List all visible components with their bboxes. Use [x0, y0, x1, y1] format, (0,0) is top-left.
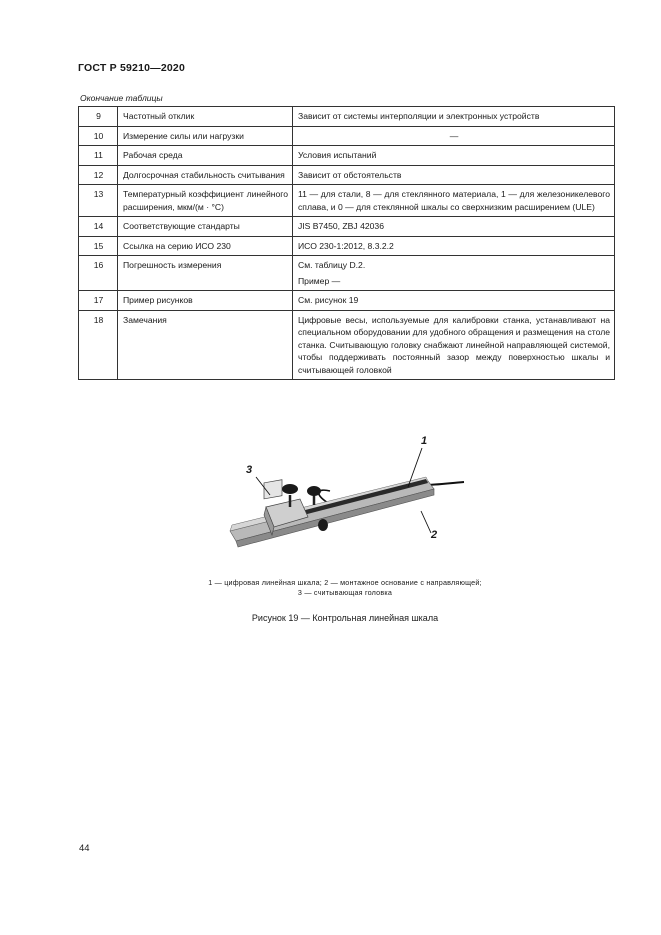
knob-left [282, 484, 298, 494]
table-row [79, 185, 615, 217]
table-row [79, 107, 615, 127]
table-row [79, 165, 615, 185]
row-name: Измерение силы или нагрузки [118, 126, 293, 146]
figure-linear-scale [218, 433, 468, 553]
document-header: ГОСТ Р 59210—2020 [78, 62, 186, 74]
row-value: 11 — для стали, 8 — для стеклянного материала, 1 — для железоникелевого сплава, и 0 — для стеклянной шкалы со сверхнизким расширением (ULE) [293, 185, 615, 217]
row-value-line: См. таблицу D.2. [298, 260, 366, 270]
row-value: — [293, 126, 615, 146]
side-knob [318, 519, 328, 531]
row-value: Цифровые весы, используемые для калибровки станка, устанавливают на специальном оборудовании для удобного обращения и размещения на столе станка. Считывающую головку снабжают линейной направляющей системой, чтобы поддерживать постоянный зазор между поверхностью шкалы и считывающей головкой [293, 310, 615, 380]
figure-label-2: 2 [431, 529, 438, 541]
row-name: Рабочая среда [118, 146, 293, 166]
legend-line: 1 — цифровая линейная шкала; 2 — монтажное основание с направляющей; [208, 578, 482, 587]
row-number: 17 [79, 291, 118, 311]
row-name: Замечания [118, 310, 293, 380]
figure-legend [150, 578, 540, 598]
row-value [293, 256, 615, 291]
figure-title: Рисунок 19 — Контрольная линейная шкала [251, 613, 439, 623]
table-row [79, 217, 615, 237]
table-row [79, 146, 615, 166]
row-number: 11 [79, 146, 118, 166]
row-name: Соответствующие стандарты [118, 217, 293, 237]
row-number: 12 [79, 165, 118, 185]
table-row [79, 256, 615, 291]
row-name: Долгосрочная стабильность считывания [118, 165, 293, 185]
row-value: Зависит от системы интерполяции и электронных устройств [293, 107, 615, 127]
row-name: Погрешность измерения [118, 256, 293, 291]
knob-right [307, 486, 321, 496]
row-value: Зависит от обстоятельств [293, 165, 615, 185]
table-row [79, 236, 615, 256]
row-value-line: Пример — [298, 275, 341, 286]
page-number: 44 [79, 843, 90, 854]
figure-label-1: 1 [421, 435, 428, 447]
row-name: Частотный отклик [118, 107, 293, 127]
row-number: 15 [79, 236, 118, 256]
row-value: См. рисунок 19 [293, 291, 615, 311]
figure-label-3: 3 [246, 464, 253, 476]
row-number: 10 [79, 126, 118, 146]
row-value: JIS B7450, ZBJ 42036 [293, 217, 615, 237]
table-row [79, 310, 615, 380]
leader-line-2 [421, 511, 431, 533]
spec-table [78, 106, 615, 380]
row-number: 16 [79, 256, 118, 291]
row-number: 18 [79, 310, 118, 380]
reading-head-box [264, 480, 282, 499]
table-caption: Окончание таблицы [80, 93, 163, 103]
mounting-base [230, 481, 434, 541]
row-value: Условия испытаний [293, 146, 615, 166]
legend-line: 3 — считывающая головка [297, 588, 393, 597]
row-name: Температурный коэффициент линейного расширения, мкм/(м · °С) [118, 185, 293, 217]
row-name: Пример рисунков [118, 291, 293, 311]
row-number: 14 [79, 217, 118, 237]
table-row [79, 291, 615, 311]
row-name: Ссылка на серию ИСО 230 [118, 236, 293, 256]
table-row [79, 126, 615, 146]
row-number: 9 [79, 107, 118, 127]
row-number: 13 [79, 185, 118, 217]
row-value: ИСО 230-1:2012, 8.3.2.2 [293, 236, 615, 256]
